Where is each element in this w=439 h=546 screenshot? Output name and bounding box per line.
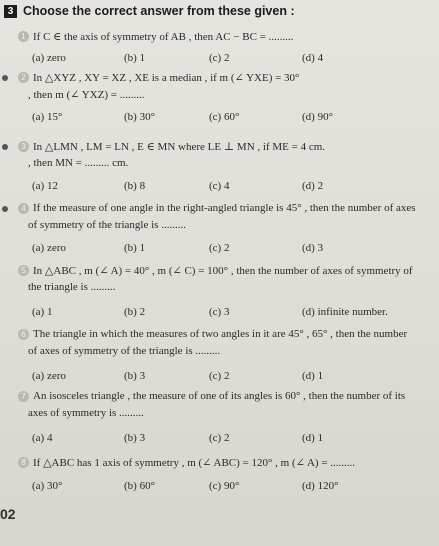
question-number: 8 bbox=[18, 457, 29, 468]
option-a[interactable]: (a) 1 bbox=[32, 306, 53, 318]
question-text-cont: of axes of symmetry of the triangle is ......... bbox=[28, 345, 221, 357]
option-d[interactable]: (d) 2 bbox=[302, 180, 324, 192]
option-a[interactable]: (a) 4 bbox=[32, 432, 53, 444]
question-number: 5 bbox=[18, 265, 29, 276]
option-a[interactable]: (a) zero bbox=[32, 370, 66, 382]
option-b[interactable]: (b) 1 bbox=[124, 52, 146, 64]
bullet-marker bbox=[2, 144, 8, 150]
question-text: In △XYZ , XY = XZ , XE is a median , if m (∠ YXE) = 30° bbox=[33, 72, 300, 84]
question-text-cont: the triangle is ......... bbox=[28, 281, 116, 293]
page-number: 02 bbox=[0, 506, 16, 522]
options-row bbox=[32, 180, 432, 194]
option-c[interactable]: (c) 3 bbox=[209, 306, 230, 318]
option-b[interactable]: (b) 3 bbox=[124, 432, 146, 444]
option-d[interactable]: (d) 4 bbox=[302, 52, 324, 64]
question-text: If the measure of one angle in the right-angled triangle is 45° , then the number of axes bbox=[33, 202, 416, 214]
question-text: If C ∈ the axis of symmetry of AB , then AC − BC = ......... bbox=[33, 31, 294, 43]
option-d[interactable]: (d) 120° bbox=[302, 480, 339, 492]
option-a[interactable]: (a) 15° bbox=[32, 111, 63, 123]
option-d[interactable]: (d) 1 bbox=[302, 432, 324, 444]
option-c[interactable]: (c) 2 bbox=[209, 52, 230, 64]
question-text-cont: , then MN = ......... cm. bbox=[28, 157, 129, 169]
question-text: In △LMN , LM = LN , E ∈ MN where LE ⊥ MN , if ME = 4 cm. bbox=[33, 141, 326, 153]
question-text: The triangle in which the measures of two angles in it are 45° , 65° , then the number bbox=[33, 328, 408, 340]
option-b[interactable]: (b) 30° bbox=[124, 111, 155, 123]
options-row bbox=[32, 52, 432, 66]
question-text: In △ABC , m (∠ A) = 40° , m (∠ C) = 100° , then the number of axes of symmetry of bbox=[33, 265, 413, 277]
option-d[interactable]: (d) 90° bbox=[302, 111, 333, 123]
question-text-cont: axes of symmetry is ......... bbox=[28, 407, 144, 419]
question-number: 4 bbox=[18, 203, 29, 214]
question-number: 2 bbox=[18, 72, 29, 83]
bullet-marker bbox=[2, 75, 8, 81]
option-c[interactable]: (c) 2 bbox=[209, 432, 230, 444]
option-d[interactable]: (d) 1 bbox=[302, 370, 324, 382]
question-number: 1 bbox=[18, 31, 29, 42]
option-d[interactable]: (d) 3 bbox=[302, 242, 324, 254]
section-number: 3 bbox=[4, 5, 17, 18]
option-a[interactable]: (a) zero bbox=[32, 52, 66, 64]
option-c[interactable]: (c) 4 bbox=[209, 180, 230, 192]
option-c[interactable]: (c) 60° bbox=[209, 111, 240, 123]
options-row bbox=[32, 111, 432, 125]
option-b[interactable]: (b) 60° bbox=[124, 480, 155, 492]
option-b[interactable]: (b) 2 bbox=[124, 306, 146, 318]
question-text: If △ABC has 1 axis of symmetry , m (∠ ABC) = 120° , m (∠ A) = ......... bbox=[33, 457, 356, 469]
option-a[interactable]: (a) 12 bbox=[32, 180, 58, 192]
question-text: An isosceles triangle , the measure of one of its angles is 60° , then the number of its bbox=[33, 390, 406, 402]
options-row bbox=[32, 242, 432, 256]
options-row bbox=[32, 370, 432, 384]
option-c[interactable]: (c) 90° bbox=[209, 480, 240, 492]
option-b[interactable]: (b) 3 bbox=[124, 370, 146, 382]
option-c[interactable]: (c) 2 bbox=[209, 242, 230, 254]
option-b[interactable]: (b) 1 bbox=[124, 242, 146, 254]
options-row bbox=[32, 432, 432, 446]
section-header bbox=[4, 4, 295, 18]
options-row bbox=[32, 480, 432, 494]
section-title: Choose the correct answer from these given : bbox=[23, 4, 295, 18]
question-number: 6 bbox=[18, 329, 29, 340]
options-row bbox=[32, 306, 432, 320]
option-b[interactable]: (b) 8 bbox=[124, 180, 146, 192]
option-c[interactable]: (c) 2 bbox=[209, 370, 230, 382]
question-text-cont: , then m (∠ YXZ) = ......... bbox=[28, 89, 145, 101]
option-a[interactable]: (a) zero bbox=[32, 242, 66, 254]
question-text-cont: of symmetry of the triangle is ......... bbox=[28, 219, 186, 231]
question-number: 3 bbox=[18, 141, 29, 152]
bullet-marker bbox=[2, 206, 8, 212]
option-d[interactable]: (d) infinite number. bbox=[302, 306, 388, 318]
question-number: 7 bbox=[18, 391, 29, 402]
option-a[interactable]: (a) 30° bbox=[32, 480, 63, 492]
